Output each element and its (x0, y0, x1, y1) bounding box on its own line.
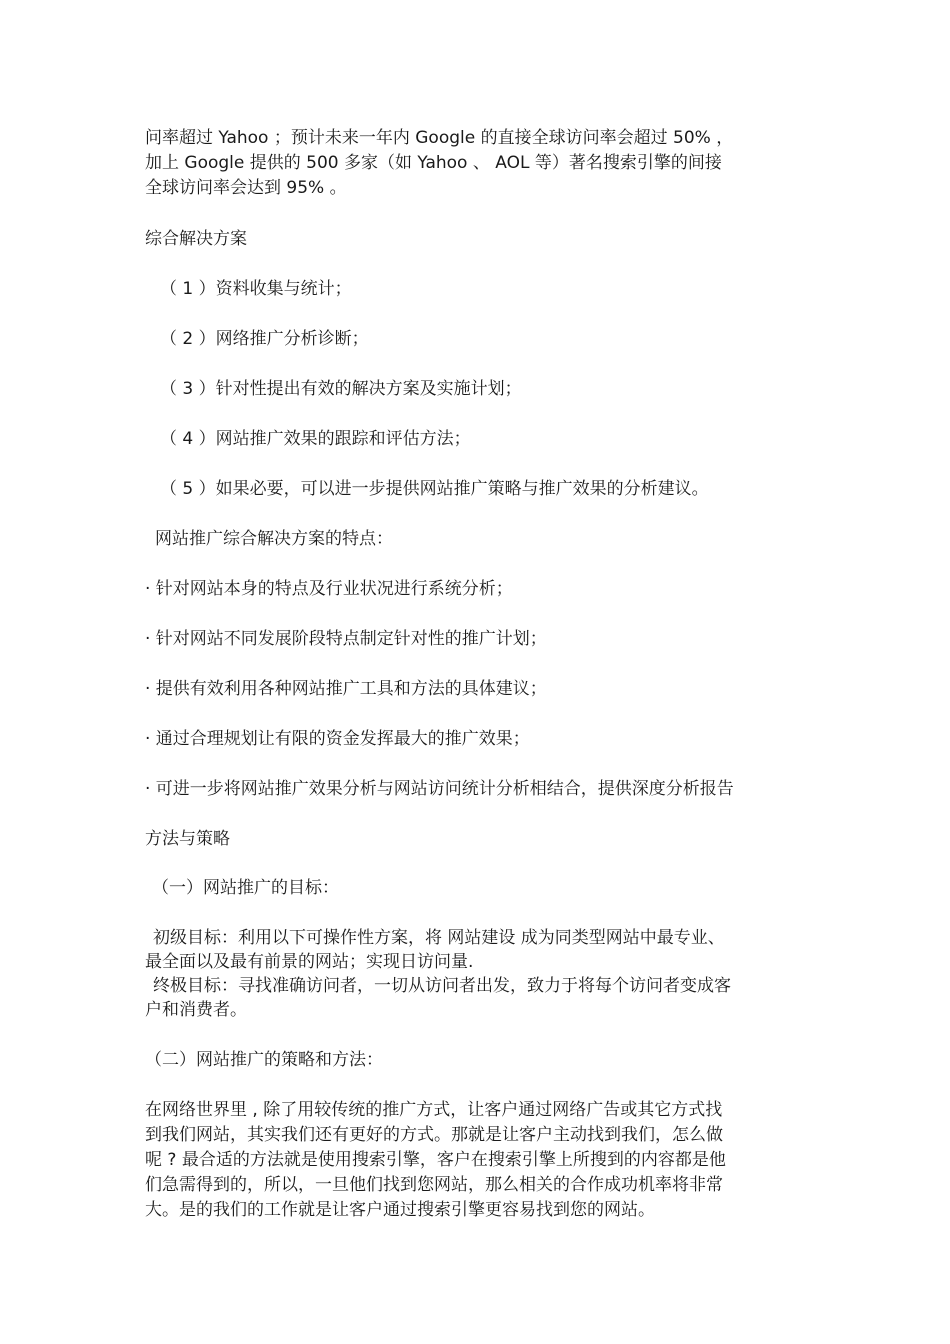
intro-line: 加上 Google 提供的 500 多家（如 Yahoo 、 AOL 等）著名搜索引擎的间接 (145, 153, 722, 173)
feature-bullet: · 针对网站本身的特点及行业状况进行系统分析； (145, 579, 513, 599)
solution-item: （ 3 ）针对性提出有效的解决方案及实施计划； (160, 379, 522, 399)
solution-item: （ 2 ）网络推广分析诊断； (160, 329, 369, 349)
intro-line: 问率超过 Yahoo ；预计未来一年内 Google 的直接全球访问率会超过 50% ， (145, 128, 734, 148)
feature-bullet: · 可进一步将网站推广效果分析与网站访问统计分析相结合，提供深度分析报告 (145, 779, 734, 799)
features-heading: 网站推广综合解决方案的特点： (155, 529, 393, 549)
solution-item: （ 4 ）网站推广效果的跟踪和评估方法； (160, 429, 471, 449)
strategy-heading: （二）网站推广的策略和方法： (145, 1050, 383, 1070)
goal-line: 初级目标：利用以下可操作性方案，将 网站建设 成为同类型网站中最专业、 (153, 928, 725, 948)
strategy-line: 们急需得到的，所以，一旦他们找到您网站，那么相关的合作成功机率将非常 (145, 1175, 723, 1195)
goal-line: 终极目标：寻找准确访问者，一切从访问者出发，致力于将每个访问者变成客 (153, 976, 731, 996)
strategy-line: 到我们网站，其实我们还有更好的方式。那就是让客户主动找到我们，怎么做 (145, 1125, 723, 1145)
solution-heading: 综合解决方案 (145, 229, 247, 249)
strategy-line: 大。是的我们的工作就是让客户通过搜索引擎更容易找到您的网站。 (145, 1200, 655, 1220)
feature-bullet: · 针对网站不同发展阶段特点制定针对性的推广计划； (145, 629, 547, 649)
strategy-line: 呢 ? 最合适的方法就是使用搜索引擎，客户在搜索引擎上所搜到的内容都是他 (145, 1150, 726, 1170)
goal-line: 最全面以及最有前景的网站；实现日访问量. (145, 952, 474, 972)
goal-heading: （一）网站推广的目标： (152, 878, 339, 898)
goal-line: 户和消费者。 (145, 1000, 247, 1020)
strategy-line: 在网络世界里 , 除了用较传统的推广方式，让客户通过网络广告或其它方式找 (145, 1100, 723, 1120)
methods-heading: 方法与策略 (145, 829, 230, 849)
intro-line: 全球访问率会达到 95% 。 (145, 178, 347, 198)
feature-bullet: · 通过合理规划让有限的资金发挥最大的推广效果； (145, 729, 530, 749)
solution-item: （ 5 ）如果必要，可以进一步提供网站推广策略与推广效果的分析建议。 (160, 479, 709, 499)
feature-bullet: · 提供有效利用各种网站推广工具和方法的具体建议； (145, 679, 547, 699)
solution-item: （ 1 ）资料收集与统计； (160, 279, 352, 299)
